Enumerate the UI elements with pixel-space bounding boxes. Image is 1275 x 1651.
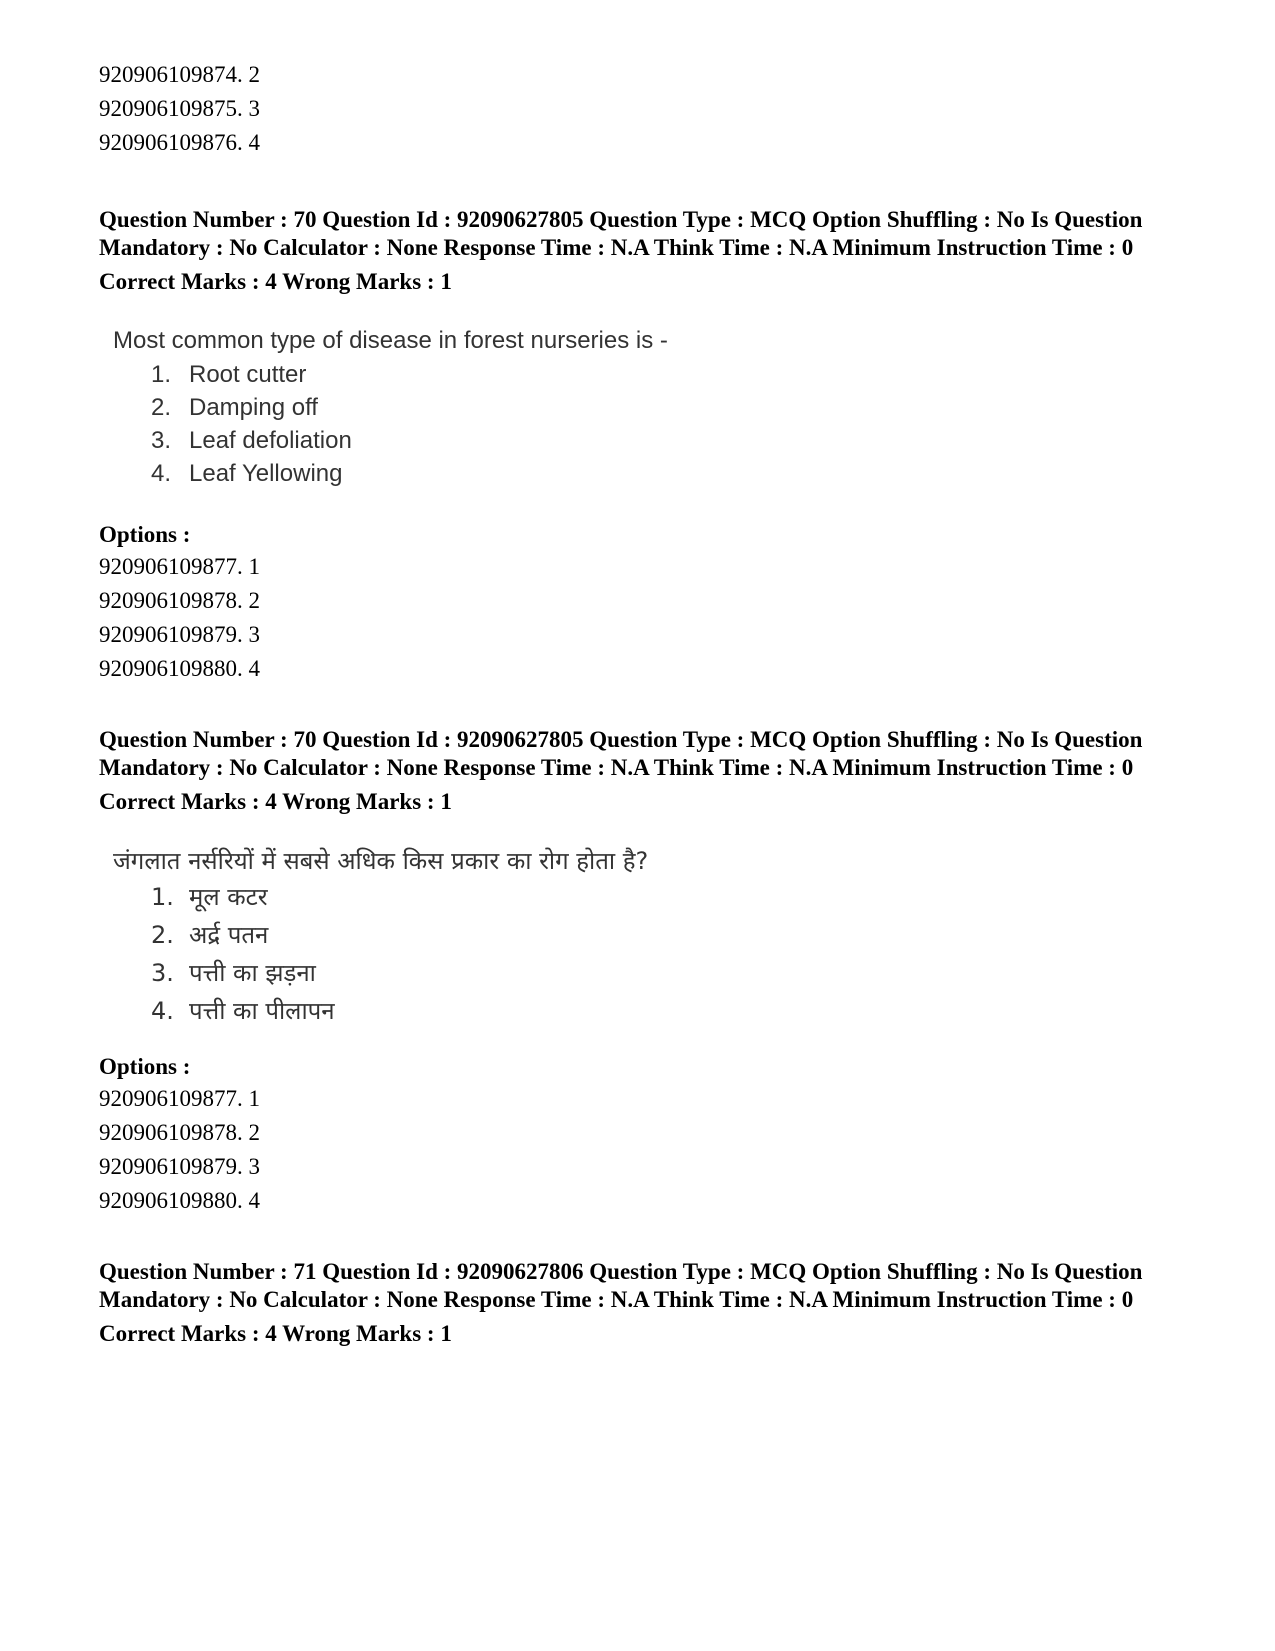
question-content: [113, 844, 1189, 1030]
choice-item: [113, 457, 1189, 490]
choice-item: [113, 954, 1189, 992]
choice-text: Damping off: [189, 394, 318, 421]
choice-text: मूल कटर: [189, 883, 268, 911]
option-line: 920906109876. 4: [99, 130, 260, 155]
choice-item: [113, 391, 1189, 424]
choice-text: Leaf Yellowing: [189, 460, 343, 487]
choice-item: [113, 878, 1189, 916]
question-stem: Most common type of disease in forest nurseries is -: [113, 327, 668, 354]
choice-number: 1.: [151, 361, 172, 388]
options-heading: Options :: [99, 522, 191, 547]
question-block-70-english: [99, 206, 1189, 686]
question-meta: Question Number : 70 Question Id : 92090627805 Question Type : MCQ Option Shuffling : No Is Question Mandatory : No Calculator : None Response Time : N.A Think Time : N.A Minimum Instruction Time : 0: [99, 727, 1143, 780]
choice-text: Leaf defoliation: [189, 427, 352, 454]
option-line: 920906109880. 4: [99, 656, 260, 681]
question-marks: Correct Marks : 4 Wrong Marks : 1: [99, 789, 452, 814]
question-content: [113, 324, 1189, 490]
option-line: 920906109879. 3: [99, 1154, 260, 1179]
choice-item: [113, 424, 1189, 457]
option-line: 920906109877. 1: [99, 1086, 260, 1111]
choice-number: 1.: [151, 883, 174, 911]
option-line: 920906109877. 1: [99, 554, 260, 579]
question-stem: जंगलात नर्सरियों में सबसे अधिक किस प्रकार का रोग होता है?: [113, 847, 649, 875]
choice-item: [113, 358, 1189, 391]
option-line: 920906109874. 2: [99, 62, 260, 87]
question-meta: Question Number : 71 Question Id : 92090627806 Question Type : MCQ Option Shuffling : No Is Question Mandatory : No Calculator : None Response Time : N.A Think Time : N.A Minimum Instruction Time : 0: [99, 1259, 1143, 1312]
choice-number: 4.: [151, 460, 172, 487]
choice-list: [113, 878, 1189, 1030]
choice-number: 3.: [151, 427, 172, 454]
choice-number: 2.: [151, 394, 172, 421]
choice-list: [113, 358, 1189, 490]
choice-item: [113, 916, 1189, 954]
option-line: 920906109875. 3: [99, 96, 260, 121]
choice-text: पत्ती का झड़ना: [189, 959, 316, 987]
option-line: 920906109878. 2: [99, 588, 260, 613]
question-marks: Correct Marks : 4 Wrong Marks : 1: [99, 269, 452, 294]
choice-number: 4.: [151, 997, 174, 1025]
document-page: [99, 58, 1189, 1348]
choice-text: पत्ती का पीलापन: [189, 997, 335, 1025]
choice-item: [113, 992, 1189, 1030]
choice-text: Root cutter: [189, 361, 307, 388]
option-line: 920906109880. 4: [99, 1188, 260, 1213]
choice-number: 3.: [151, 959, 174, 987]
question-block-71: [99, 1258, 1189, 1348]
options-heading: Options :: [99, 1054, 191, 1079]
question-marks: Correct Marks : 4 Wrong Marks : 1: [99, 1321, 452, 1346]
question-meta: Question Number : 70 Question Id : 92090627805 Question Type : MCQ Option Shuffling : No Is Question Mandatory : No Calculator : None Response Time : N.A Think Time : N.A Minimum Instruction Time : 0: [99, 207, 1143, 260]
option-line: 920906109878. 2: [99, 1120, 260, 1145]
choice-text: अर्द्र पतन: [189, 921, 269, 949]
previous-question-options: [99, 58, 1189, 160]
option-line: 920906109879. 3: [99, 622, 260, 647]
question-block-70-hindi: [99, 726, 1189, 1218]
choice-number: 2.: [151, 921, 174, 949]
